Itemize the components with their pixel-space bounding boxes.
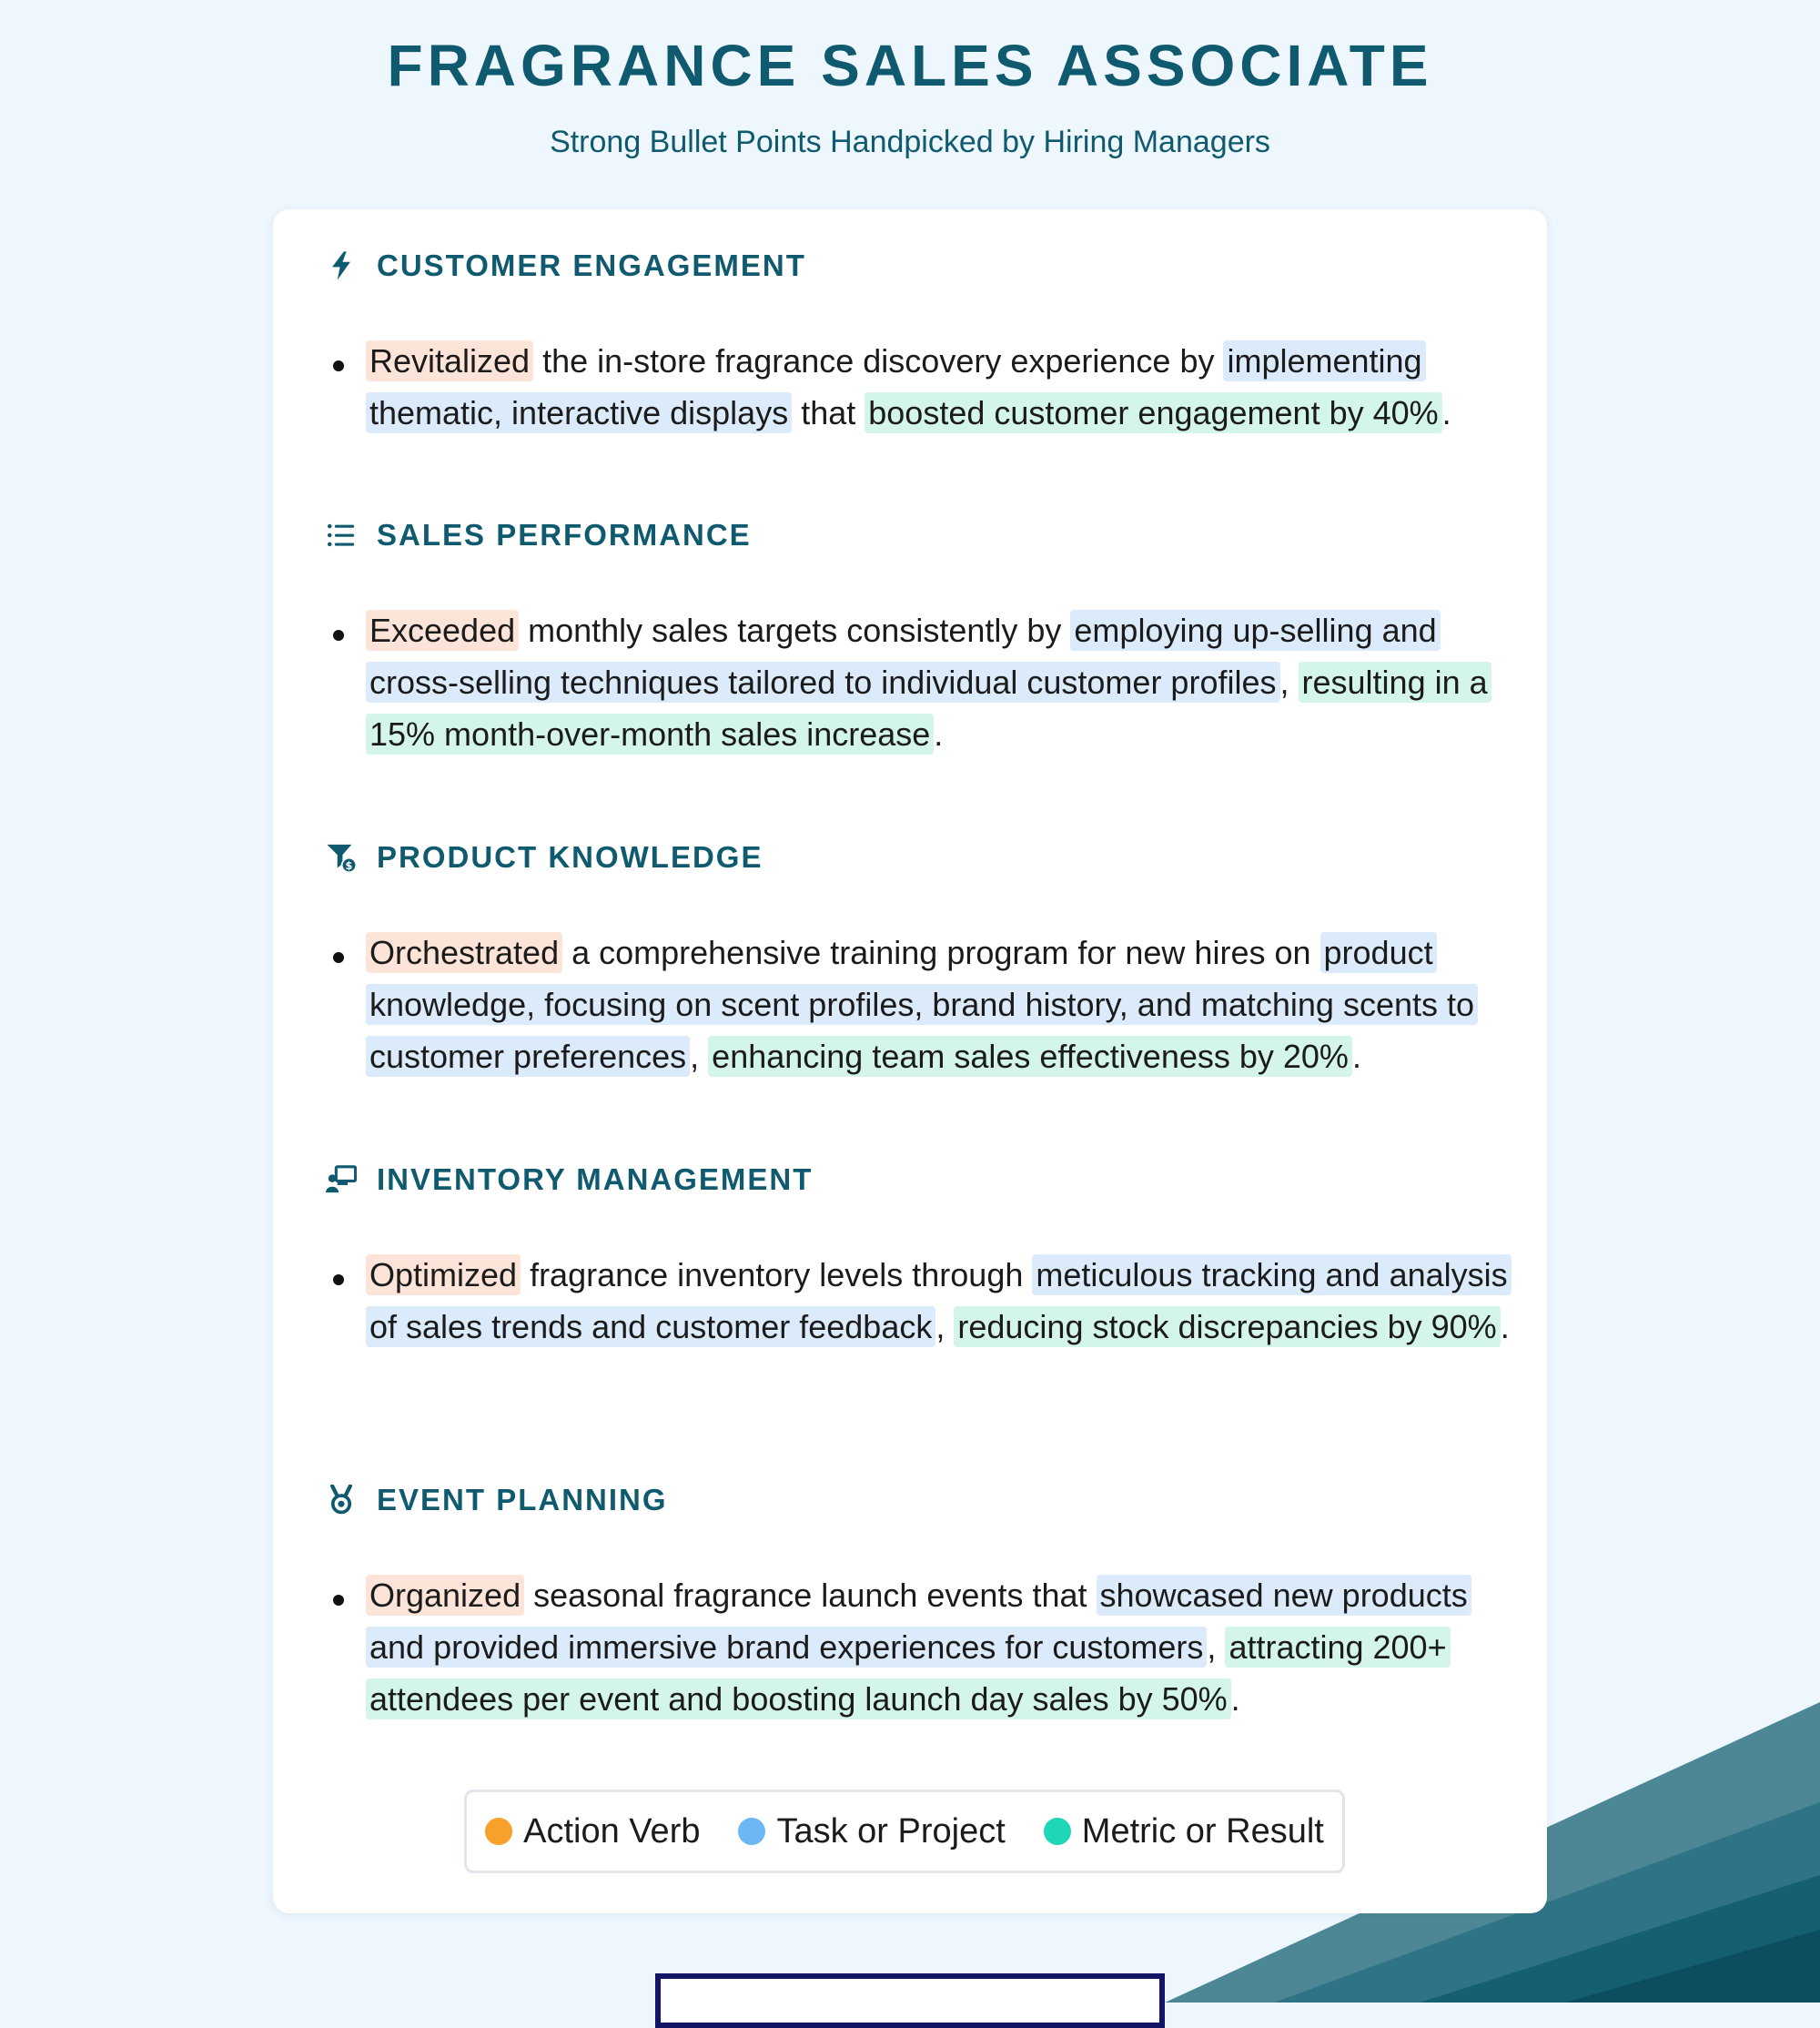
action-verb-highlight: Optimized bbox=[366, 1254, 521, 1295]
section-title: CUSTOMER ENGAGEMENT bbox=[377, 248, 806, 282]
page-header bbox=[0, 27, 1820, 162]
legend-dot bbox=[1044, 1818, 1071, 1845]
metric-highlight: boosted customer engagement by 40% bbox=[864, 392, 1441, 433]
plain-text: the in-store fragrance discovery experience by bbox=[533, 342, 1224, 380]
metric-highlight: resulting in a 15% month-over-month sales increase bbox=[366, 662, 1491, 755]
plain-text: . bbox=[1500, 1308, 1510, 1345]
legend-item-action-verb bbox=[485, 1812, 700, 1851]
section-header-customer-engagement bbox=[326, 246, 806, 286]
bullet-text bbox=[366, 1249, 1525, 1353]
task-highlight: employing up-selling and cross-selling techniques tailored to individual customer profiles bbox=[366, 610, 1441, 703]
plain-text: fragrance inventory levels through bbox=[521, 1256, 1033, 1293]
action-verb-highlight: Exceeded bbox=[366, 610, 519, 651]
plain-text: seasonal fragrance launch events that bbox=[524, 1577, 1097, 1614]
bullet-text bbox=[366, 1569, 1525, 1725]
bullet-dot bbox=[333, 952, 344, 963]
bullet-text bbox=[366, 604, 1525, 760]
bullet-item bbox=[333, 604, 1525, 760]
bullet-text bbox=[366, 335, 1525, 439]
bottom-cta-box[interactable] bbox=[655, 1973, 1165, 2028]
metric-highlight: enhancing team sales effectiveness by 20% bbox=[708, 1036, 1352, 1077]
section-header-sales-performance bbox=[326, 515, 752, 555]
funnel-dollar-icon bbox=[326, 842, 357, 873]
plain-text: monthly sales targets consistently by bbox=[519, 612, 1071, 649]
action-verb-highlight: Orchestrated bbox=[366, 932, 562, 973]
legend-label: Metric or Result bbox=[1081, 1811, 1324, 1851]
list-icon bbox=[326, 520, 357, 551]
bullet-dot bbox=[333, 630, 344, 641]
svg-text:$: $ bbox=[345, 858, 353, 872]
task-highlight: implementing thematic, interactive displays bbox=[366, 340, 1426, 433]
bullet-dot bbox=[333, 1274, 344, 1285]
bullet-item bbox=[333, 1249, 1525, 1353]
lightning-icon bbox=[326, 250, 357, 281]
plain-text: a comprehensive training program for new hires on bbox=[562, 934, 1320, 971]
page-title: FRAGRANCE SALES ASSOCIATE bbox=[387, 33, 1433, 98]
plain-text: . bbox=[1441, 394, 1451, 431]
bullet-item bbox=[333, 927, 1525, 1082]
plain-text: . bbox=[1230, 1680, 1240, 1718]
task-highlight: showcased new products and provided immersive brand experiences for customers bbox=[366, 1575, 1471, 1668]
legend-item-task-or-project bbox=[738, 1812, 1005, 1851]
legend-dot bbox=[738, 1818, 765, 1845]
highlight-legend bbox=[464, 1790, 1345, 1873]
task-highlight: meticulous tracking and analysis of sales trends and customer feedback bbox=[366, 1254, 1512, 1347]
plain-text: . bbox=[1351, 1038, 1361, 1075]
section-title: SALES PERFORMANCE bbox=[377, 518, 752, 552]
section-header-event-planning bbox=[326, 1480, 668, 1520]
presenter-board-icon bbox=[326, 1164, 357, 1195]
section-title: INVENTORY MANAGEMENT bbox=[377, 1162, 814, 1196]
plain-text: , bbox=[690, 1038, 709, 1075]
action-verb-highlight: Revitalized bbox=[366, 340, 533, 381]
section-header-product-knowledge bbox=[326, 837, 763, 877]
bullet-dot bbox=[333, 1595, 344, 1606]
page-subtitle: Strong Bullet Points Handpicked by Hiring Managers bbox=[550, 125, 1270, 159]
metric-highlight: reducing stock discrepancies by 90% bbox=[954, 1306, 1500, 1347]
plain-text: . bbox=[934, 715, 944, 753]
task-highlight: product knowledge, focusing on scent profiles, brand history, and matching scents to customer preferences bbox=[366, 932, 1478, 1077]
action-verb-highlight: Organized bbox=[366, 1575, 524, 1616]
bullet-dot bbox=[333, 360, 344, 371]
legend-item-metric-or-result bbox=[1044, 1812, 1324, 1851]
plain-text: , bbox=[935, 1308, 955, 1345]
section-header-inventory-management bbox=[326, 1160, 813, 1200]
plain-text: , bbox=[1207, 1628, 1226, 1666]
legend-label: Action Verb bbox=[523, 1811, 701, 1851]
section-title: PRODUCT KNOWLEDGE bbox=[377, 840, 763, 874]
metric-highlight: attracting 200+ attendees per event and boosting launch day sales by 50% bbox=[366, 1627, 1451, 1719]
section-title: EVENT PLANNING bbox=[377, 1483, 668, 1516]
plain-text: that bbox=[792, 394, 865, 431]
plain-text: , bbox=[1279, 664, 1299, 701]
bullet-text bbox=[366, 927, 1525, 1082]
medal-icon bbox=[326, 1485, 357, 1516]
bullet-item bbox=[333, 1569, 1525, 1725]
bullet-item bbox=[333, 335, 1525, 439]
legend-dot bbox=[485, 1818, 512, 1845]
legend-label: Task or Project bbox=[776, 1811, 1006, 1851]
bullet-points-card bbox=[273, 209, 1547, 1913]
